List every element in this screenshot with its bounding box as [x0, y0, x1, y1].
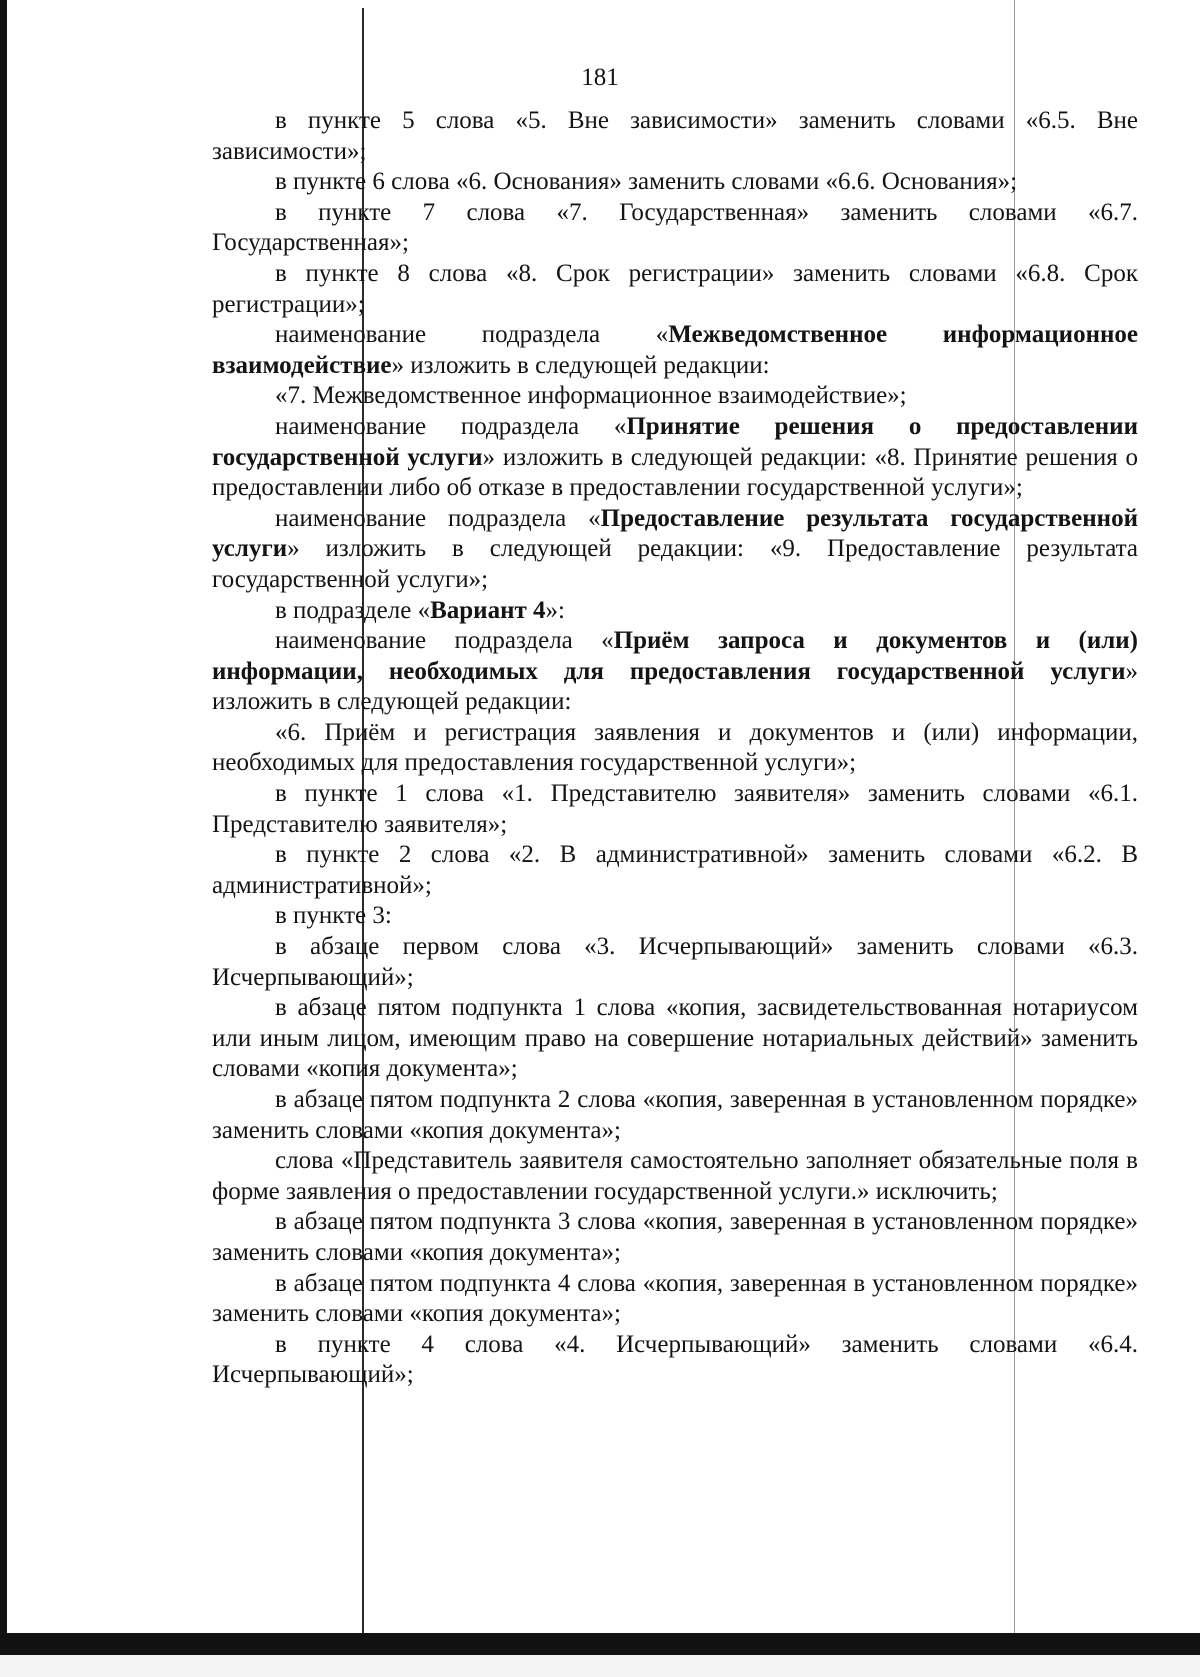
- scan-left-edge: [0, 0, 7, 1677]
- scan-bottom-edge: [0, 1633, 1200, 1655]
- paragraph: [212, 106, 1138, 167]
- paragraph-text-end: » изложить в следующей редакции:: [391, 351, 770, 379]
- scan-bottom-margin: [0, 1655, 1200, 1677]
- paragraph-text: в абзаце пятом подпункта 4 слова «копия, заверенная в установленном порядке» заменить словами «копия документа»;: [212, 1269, 1138, 1328]
- paragraph: [212, 1330, 1138, 1391]
- paragraph-text: в пункте 6 слова «6. Основания» заменить словами «6.6. Основания»;: [275, 168, 1018, 196]
- paragraph-text: наименование подраздела «: [275, 627, 614, 655]
- paragraph-bold-text: Приём запроса и документов и (или) информации, необходимых для предоставления государственной услуги: [212, 627, 1138, 685]
- paragraph-text: «7. Межведомственное информационное взаимодействие»;: [275, 382, 907, 410]
- paragraph-text: в абзаце пятом подпункта 1 слова «копия, засвидетельствованная нотариусом или иным лицом, имеющим право на совершение нотариальных действий» заменить словами «копия документа»;: [212, 994, 1138, 1083]
- paragraph: [212, 167, 1138, 198]
- paragraph: [212, 840, 1138, 901]
- paragraph: [212, 381, 1138, 412]
- paragraph-text: в пункте 1 слова «1. Представителю заявителя» заменить словами «6.1. Представителю заявителя»;: [212, 780, 1138, 838]
- paragraph-text: «6. Приём и регистрация заявления и документов и (или) информации, необходимых для предоставления государственной услуги»;: [212, 718, 1138, 777]
- paragraph: [212, 198, 1138, 259]
- paragraph-text: в пункте 7 слова «7. Государственная» заменить словами «6.7. Государственная»;: [212, 198, 1138, 257]
- document-body: [212, 106, 1138, 1391]
- paragraph-bold-text: Межведомственное информационное взаимодействие: [212, 321, 1138, 379]
- paragraph: [212, 1269, 1138, 1330]
- paragraph-text-end: » изложить в следующей редакции:: [212, 657, 1138, 716]
- paragraph-text: наименование подраздела «: [275, 412, 627, 440]
- paragraph-text: в пункте 3:: [275, 902, 392, 930]
- paragraph: [212, 626, 1138, 718]
- paragraph-text-end: »:: [545, 596, 565, 624]
- paragraph-text: в абзаце пятом подпункта 2 слова «копия, заверенная в установленном порядке» заменить словами «копия документа»;: [212, 1086, 1138, 1144]
- paragraph: [212, 901, 1138, 932]
- paragraph: [212, 1207, 1138, 1268]
- paragraph: [212, 718, 1138, 779]
- paragraph-text: слова «Представитель заявителя самостоятельно заполняет обязательные поля в форме заявления о предоставлении государственной услуги.» исключить;: [212, 1147, 1138, 1205]
- paragraph-text: в абзаце первом слова «3. Исчерпывающий» заменить словами «6.3. Исчерпывающий»;: [212, 933, 1138, 991]
- paragraph-text-end: » изложить в следующей редакции: «8. Принятие решения о предоставлении либо об отказе в предоставлении государственной услуги»;: [212, 443, 1138, 502]
- paragraph: [212, 993, 1138, 1085]
- paragraph: [212, 779, 1138, 840]
- paragraph: [212, 412, 1138, 504]
- paragraph-text: наименование подраздела «: [275, 504, 601, 532]
- paragraph-text-end: » изложить в следующей редакции: «9. Предоставление результата государственной услуги»;: [212, 535, 1138, 593]
- paragraph: [212, 1146, 1138, 1207]
- paragraph-text: в пункте 8 слова «8. Срок регистрации» заменить словами «6.8. Срок регистрации»;: [212, 259, 1138, 318]
- paragraph-text: наименование подраздела «: [275, 321, 669, 349]
- paragraph: [212, 1085, 1138, 1146]
- paragraph-text: в подразделе «: [275, 596, 431, 624]
- paragraph-bold-text: Принятие решения о предоставлении государственной услуги: [212, 412, 1138, 471]
- page-number: 181: [581, 64, 619, 91]
- paragraph-bold-text: Вариант 4: [430, 596, 546, 624]
- paragraph-text: в абзаце пятом подпункта 3 слова «копия, заверенная в установленном порядке» заменить словами «копия документа»;: [212, 1208, 1138, 1266]
- paragraph-text: в пункте 5 слова «5. Вне зависимости» заменить словами «6.5. Вне зависимости»;: [212, 107, 1138, 165]
- paragraph-text: в пункте 4 слова «4. Исчерпывающий» заменить словами «6.4. Исчерпывающий»;: [212, 1330, 1138, 1389]
- paragraph: [212, 504, 1138, 596]
- paragraph-bold-text: Предоставление результата государственной услуги: [212, 504, 1138, 563]
- paragraph: [212, 259, 1138, 320]
- paragraph: [212, 596, 1138, 627]
- paragraph: [212, 320, 1138, 381]
- paragraph: [212, 932, 1138, 993]
- paragraph-text: в пункте 2 слова «2. В административной» заменить словами «6.2. В административной»;: [212, 841, 1138, 899]
